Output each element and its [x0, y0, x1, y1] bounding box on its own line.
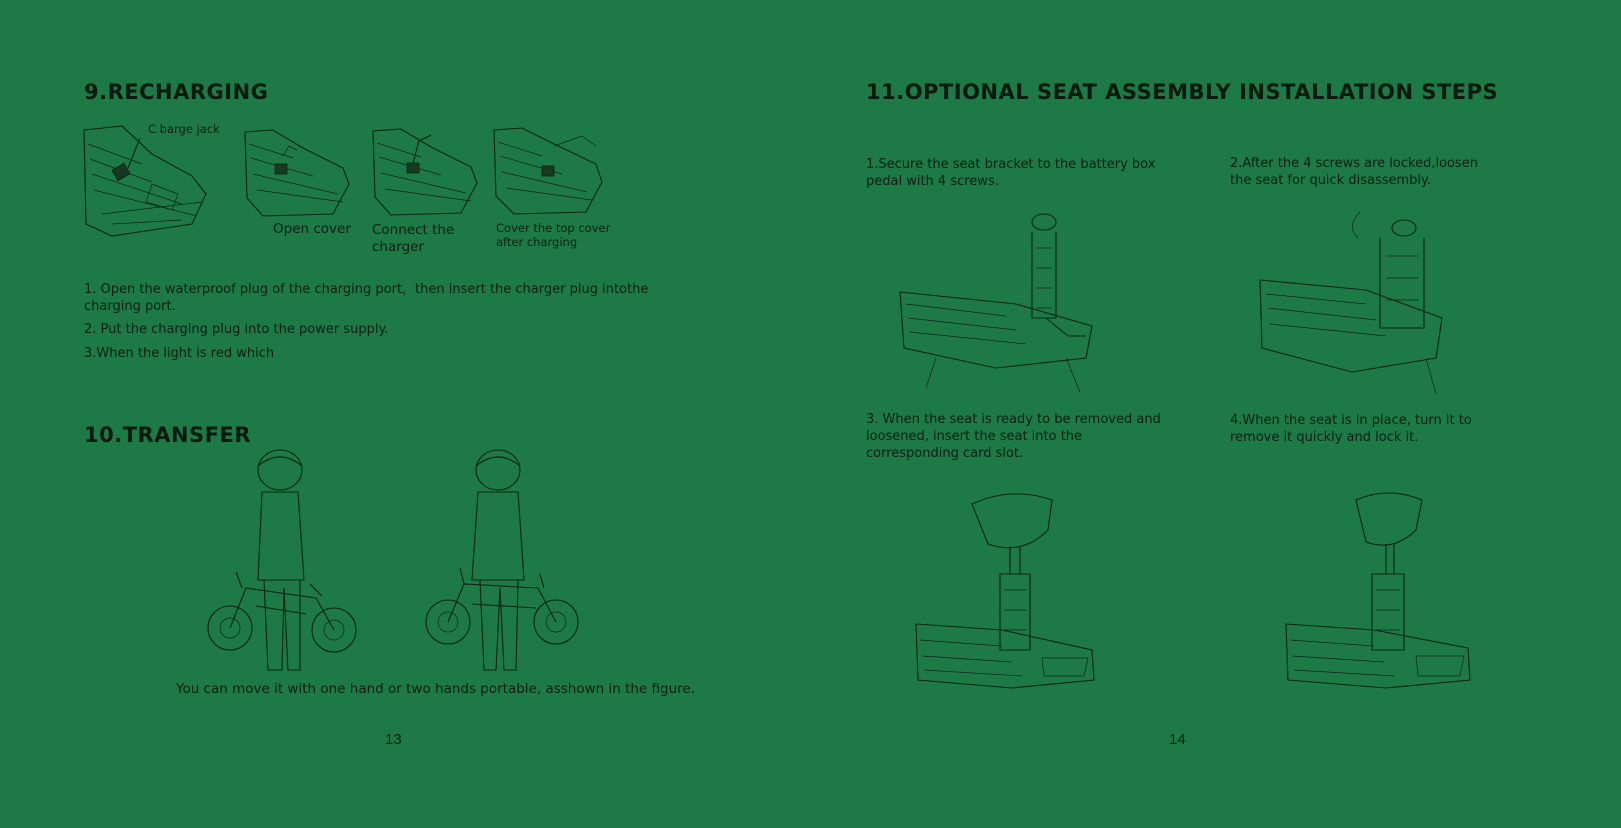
seat-title: 11.OPTIONAL SEAT ASSEMBLY INSTALLATION STEPS	[866, 80, 1499, 104]
seat-step-1: 1.Secure the seat bracket to the battery box pedal with 4 screws.	[866, 157, 1156, 189]
charge-jack-label: C barge jack	[148, 122, 220, 136]
caption-open-cover: Open cover	[273, 221, 351, 237]
page-number-right: 14	[1169, 731, 1186, 748]
seat-quick-release-illustration	[1256, 208, 1456, 398]
transfer-title: 10.TRANSFER	[84, 423, 252, 447]
transfer-caption: You can move it with one hand or two hands portable, asshown in the figure.	[176, 681, 696, 697]
seat-step-4: 4.When the seat is in place, turn it to remove it quickly and lock it.	[1230, 413, 1472, 445]
caption-cover-top: Cover the top cover after charging	[496, 221, 611, 249]
recharging-step-2: 2. Put the charging plug into the power supply.	[84, 322, 389, 337]
caption-connect-charger: Connect the charger	[372, 222, 455, 255]
recharging-step-1: 1. Open the waterproof plug of the charging port，then insert the charger plug intothe charging port.	[84, 282, 649, 314]
page-number-left: 13	[385, 731, 402, 748]
seat-insert-illustration	[912, 490, 1112, 695]
recharging-step-3: 3.When the light is red which	[84, 346, 275, 361]
cover-top-illustration	[492, 126, 604, 216]
one-hand-carry-illustration	[196, 448, 366, 678]
recharging-title: 9.RECHARGING	[84, 80, 269, 104]
open-cover-illustration	[243, 128, 351, 218]
connect-charger-illustration	[371, 127, 479, 217]
two-hand-carry-illustration	[420, 448, 590, 678]
seat-step-3: 3. When the seat is ready to be removed and loosened, insert the seat into the corresponding card slot.	[866, 412, 1161, 461]
charge-jack-illustration	[82, 124, 212, 239]
seat-lock-illustration	[1282, 490, 1482, 695]
seat-bracket-illustration	[896, 208, 1096, 398]
seat-step-2: 2.After the 4 screws are locked,loosen the seat for quick disassembly.	[1230, 156, 1478, 188]
